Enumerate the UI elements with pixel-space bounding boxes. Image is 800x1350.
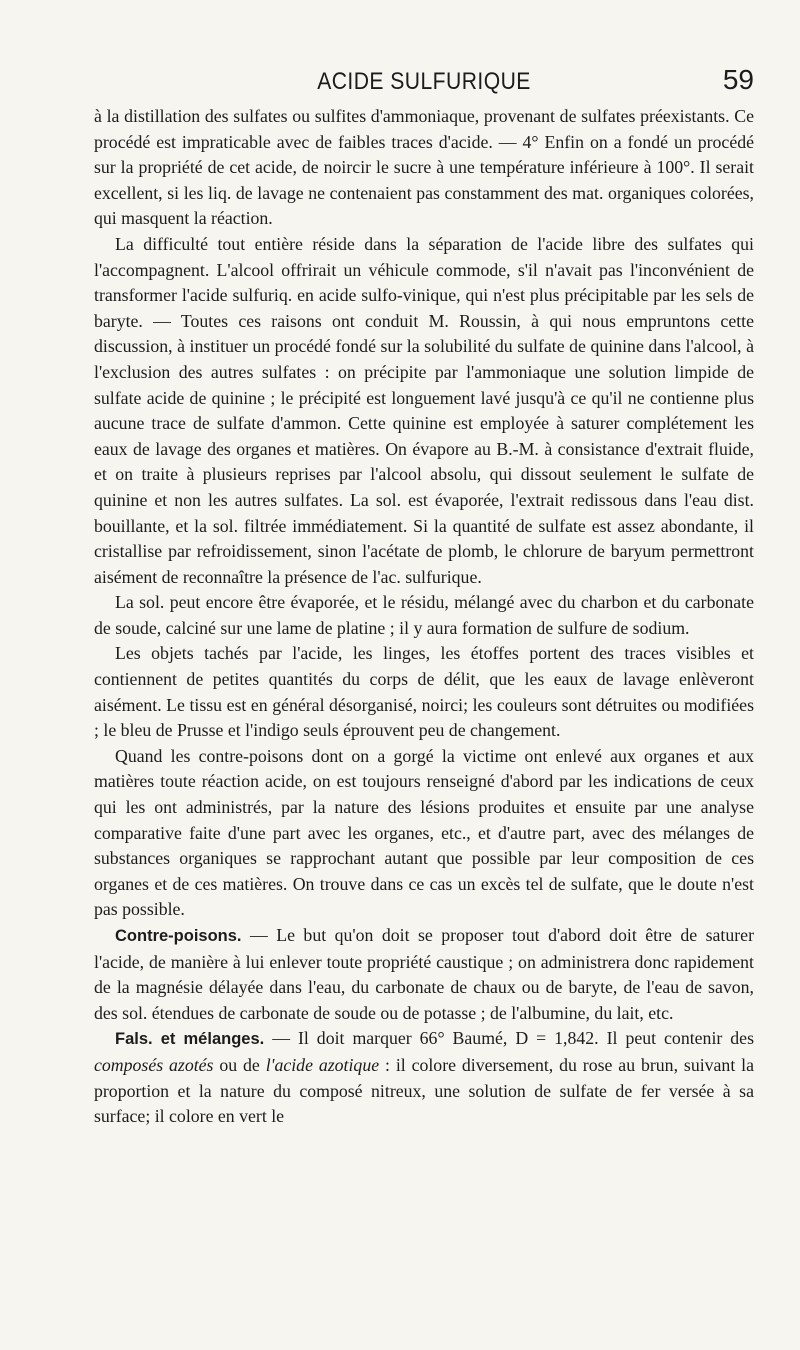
paragraph-roussin-procedure: La difficulté tout entière réside dans la séparation de l'acide libre des sulfates qui l'accompagnent. L'alcool offrirait un véhicule commode, s'il n'avait pas l'inconvénient de transformer l'acide sulfuriq. en acide sulfo-vinique, qui n'est plus précipitable par les sels de baryte. — Toutes ces raisons ont conduit M. Roussin, à qui nous empruntons cette discussion, à instituer un procédé fondé sur la solubilité du sulfate de quinine dans l'alcool, à l'exclusion des autres sulfates : on précipite par l'ammoniaque une solution limpide de sulfate acide de quinine ; le précipité est longuement lavé jusqu'à ce qu'il ne contienne plus aucune trace de sulfate d'ammon. Cette quinine est employée à saturer complétement les eaux de lavage des organes et matières. On évapore au B.-M. à consistance d'extrait fluide, et on traite à plusieurs reprises par l'alcool absolu, qui dissout seulement le sulfate de quinine et non les autres sulfates. La sol. est évaporée, l'extrait redissous dans l'eau dist. bouillante, et la sol. filtrée immédiatement. Si la quantité de sulfate est assez abondante, il cristallise par refroidissement, sinon l'acétate de plomb, le chlorure de baryum permettront aisément de reconnaître la présence de l'ac. sulfurique.	[94, 233, 754, 587]
paragraph-distillation: à la distillation des sulfates ou sulfites d'ammoniaque, provenant de sulfates préexistants. Ce procédé est impraticable avec de faibles traces d'acide. — 4° Enfin on a fondé un procédé sur la propriété de cet acide, de noircir le sucre à une température inférieure à 100°. Il serait excellent, si les liq. de lavage ne contenaient pas constamment des mat. organiques colorées, qui masquent la réaction.	[94, 106, 754, 229]
fals-text-a: — Il doit marquer 66° Baumé, D = 1,842. Il peut contenir des	[264, 1028, 754, 1049]
contre-poisons-text: — Le but qu'on doit se proposer tout d'abord doit être de saturer l'acide, de manière à lui enlever toute propriété caustique ; on administrera donc rapidement de la magnésie délayée dans l'eau, du carbonate de chaux ou de baryte, de l'eau de savon, des sol. étendues de carbonate de soude ou de potasse ; de l'albumine, du lait, etc.	[94, 925, 754, 1023]
book-page	[94, 64, 754, 1130]
fals-text-b: ou de	[213, 1054, 266, 1075]
body-text	[94, 104, 754, 1130]
paragraph-antidotes-analysis: Quand les contre-poisons dont on a gorgé la victime ont enlevé aux organes et aux matières toute réaction acide, on est toujours renseigné d'abord par les indications de ceux qui les ont administrés, par la nature des lésions produites et ensuite par une analyse comparative faite d'une part avec les organes, etc., et d'autre part, avec des mélanges de substances organiques se rapprochant autant que possible par leur composition de ces organes et de ces matières. On trouve dans ce cas un excès tel de sulfate, que le doute n'est pas possible.	[94, 745, 754, 920]
contre-poisons-heading: Contre-poisons.	[115, 927, 242, 945]
fals-heading: Fals. et mélanges.	[115, 1030, 265, 1049]
paragraph-falsifications	[94, 1026, 754, 1129]
paragraph-stained-objects: Les objets tachés par l'acide, les linges, les étoffes portent des traces visibles et contiennent de petites quantités du corps de délit, que les eaux de lavage enlèveront aisément. Le tissu est en général désorganisé, noirci; les couleurs sont détruites ou modifiées ; le bleu de Prusse et l'indigo seuls éprouvent peu de changement.	[94, 643, 754, 741]
fals-italic-acide: l'acide azotique	[265, 1054, 380, 1075]
page-header	[94, 64, 754, 104]
page-number: 59	[722, 64, 754, 95]
fals-italic-composes: composés azotés	[94, 1054, 214, 1075]
paragraph-contre-poisons	[94, 923, 754, 1026]
running-title: ACIDE SULFURIQUE	[317, 68, 531, 95]
paragraph-evaporation: La sol. peut encore être évaporée, et le résidu, mélangé avec du charbon et du carbonate de soude, calciné sur une lame de platine ; il y aura formation de sulfure de sodium.	[94, 592, 754, 638]
fals-text-c: : il colore diversement, du rose au brun, suivant la proportion et la nature du composé nitreux, une solution de sulfate de fer versée à sa surface; il colore en vert le	[94, 1054, 754, 1127]
